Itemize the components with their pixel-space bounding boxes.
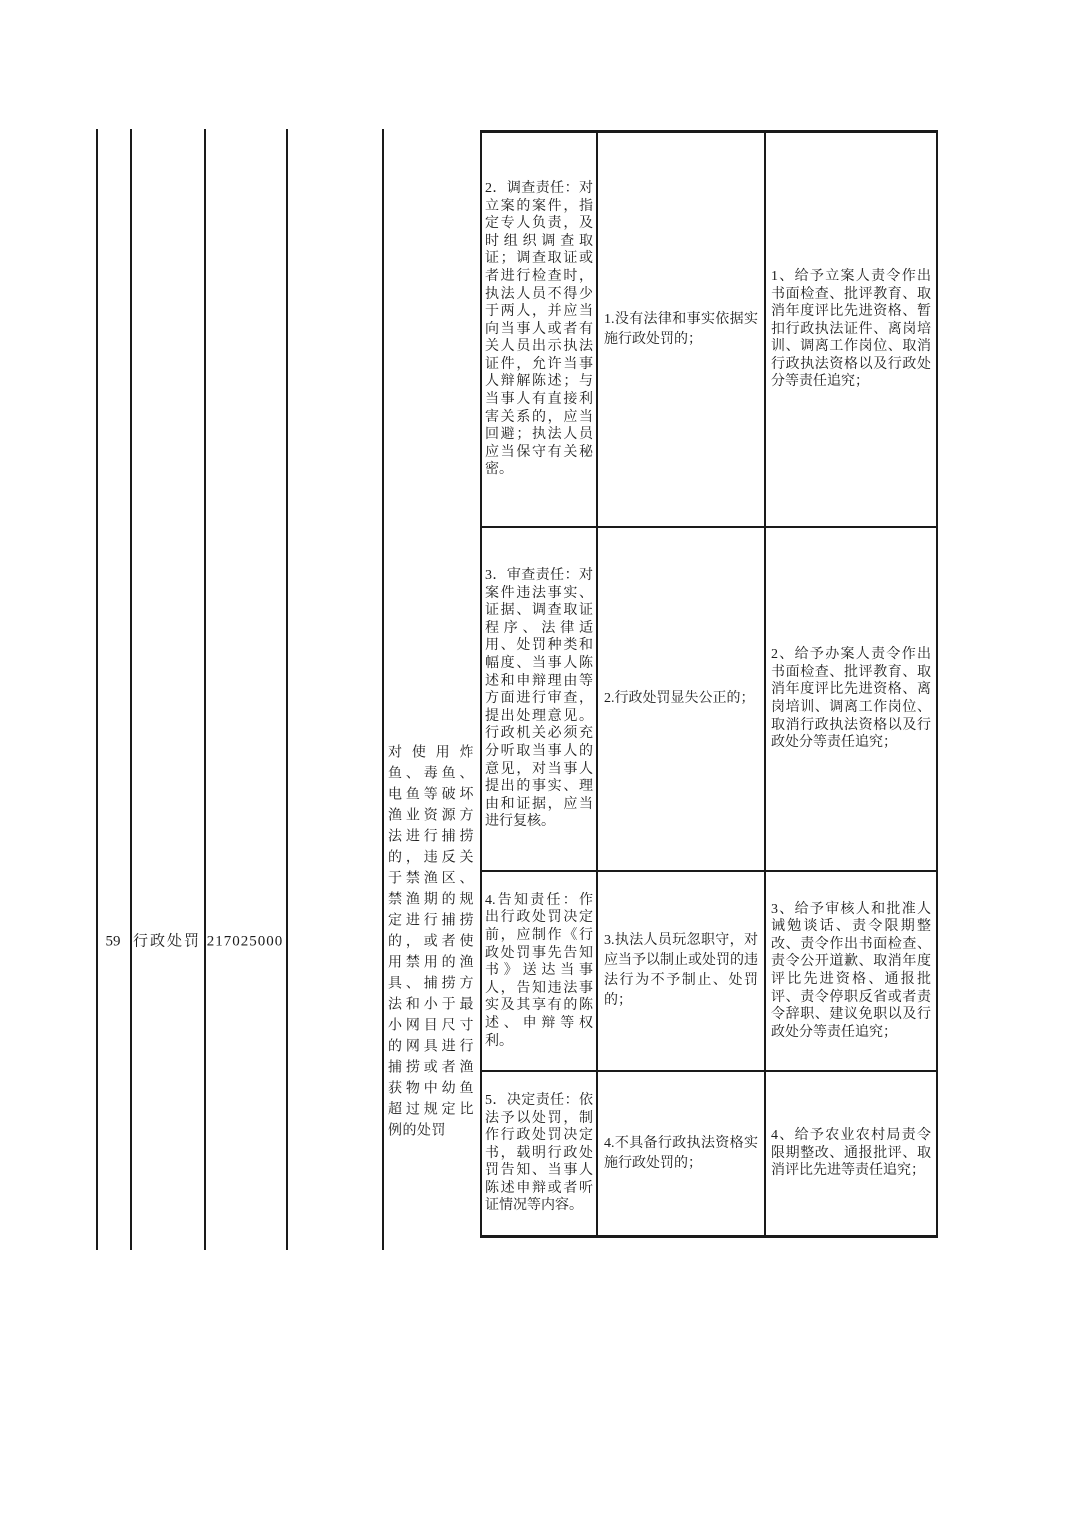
duty-cell bbox=[482, 133, 598, 526]
table-row bbox=[482, 528, 936, 872]
duty-cell bbox=[482, 872, 598, 1070]
power-code-cell: 217025000 bbox=[206, 933, 284, 950]
violation-cell bbox=[598, 872, 766, 1070]
accountability-cell bbox=[766, 133, 936, 526]
table-rule-left-edge bbox=[96, 129, 98, 1250]
violation-text: 3.执法人员玩忽职守，对应当予以制止或处罚的违法行为不予制止、处罚的； bbox=[604, 933, 758, 1008]
duty-cell bbox=[482, 528, 598, 870]
table-rule-col-number bbox=[130, 129, 132, 1250]
accountability-cell bbox=[766, 528, 936, 870]
duty-text: 3．审查责任：对案件违法事实、证据、调查取证程序、法律适用、处罚种类和幅度、当事人陈述和申辩理由等方面进行审查，提出处理意见。行政机关必须充分听取当事人的意见，对当事人提出的事实、理由和证据，应当进行复核。 bbox=[485, 568, 593, 830]
accountability-text: 1、给予立案人责令作出书面检查、批评教育、取消年度评比先进资格、暂扣行政执法证件、离岗培训、调离工作岗位、取消行政执法资格以及行政处分等责任追究； bbox=[771, 268, 931, 390]
power-name-cell: 对使用炸鱼、毒鱼、电鱼等破坏渔业资源方法进行捕捞的，违反关于禁渔区、禁渔期的规定进行捕捞的，或者使用禁用的渔具、捕捞方法和小于最小网目尺寸的网具进行捕捞或者渔获物中幼鱼超过规定比例的处罚 bbox=[388, 745, 474, 1139]
responsibility-table bbox=[480, 130, 938, 1238]
table-row bbox=[482, 1072, 936, 1235]
violation-cell bbox=[598, 133, 766, 526]
table-row bbox=[482, 872, 936, 1072]
duty-text: 2．调查责任：对立案的案件，指定专人负责，及时组织调查取证；调查取证或者进行检查时，执法人员不得少于两人，并应当向当事人或者有关人员出示执法证件，允许当事人辩解陈述；与当事人有直接利害关系的，应当回避；执法人员应当保守有关秘密。 bbox=[485, 180, 593, 478]
power-type-cell: 行政处罚 bbox=[132, 933, 201, 950]
violation-text: 1.没有法律和事实依据实施行政处罚的； bbox=[604, 311, 758, 347]
row-number-cell: 59 bbox=[105, 933, 121, 950]
accountability-text: 4、给予农业农村局责令限期整改、通报批评、取消评比先进等责任追究； bbox=[771, 1128, 931, 1179]
accountability-text: 3、给予审核人和批准人诫勉谈话、责令限期整改、责令作出书面检查、责令公开道歉、取消年度评比先进资格、通报批评、责令停职反省或者责令辞职、建议免职以及行政处分等责任追究； bbox=[771, 901, 931, 1040]
table-rule-col-code bbox=[286, 129, 288, 1250]
violation-cell bbox=[598, 1072, 766, 1235]
duty-cell bbox=[482, 1072, 598, 1235]
accountability-cell bbox=[766, 1072, 936, 1235]
violation-text: 2.行政处罚显失公正的； bbox=[604, 691, 755, 706]
violation-cell bbox=[598, 528, 766, 870]
accountability-cell bbox=[766, 872, 936, 1070]
accountability-text: 2、给予办案人责令作出书面检查、批评教育、取消年度评比先进资格、离岗培训、调离工作岗位、取消行政执法资格以及行政处分等责任追究； bbox=[771, 647, 931, 751]
duty-text: 4.告知责任：作出行政处罚决定前，应制作《行政处罚事先告知书》送达当事人，告知违法事实及其享有的陈述、申辩等权利。 bbox=[485, 892, 593, 1049]
duty-text: 5．决定责任：依法予以处罚，制作行政处罚决定书，载明行政处罚告知、当事人陈述申辩或者听证情况等内容。 bbox=[485, 1092, 593, 1214]
table-rule-col-type bbox=[204, 129, 206, 1250]
violation-text: 4.不具备行政执法资格实施行政处罚的； bbox=[604, 1135, 758, 1171]
table-row bbox=[482, 133, 936, 528]
